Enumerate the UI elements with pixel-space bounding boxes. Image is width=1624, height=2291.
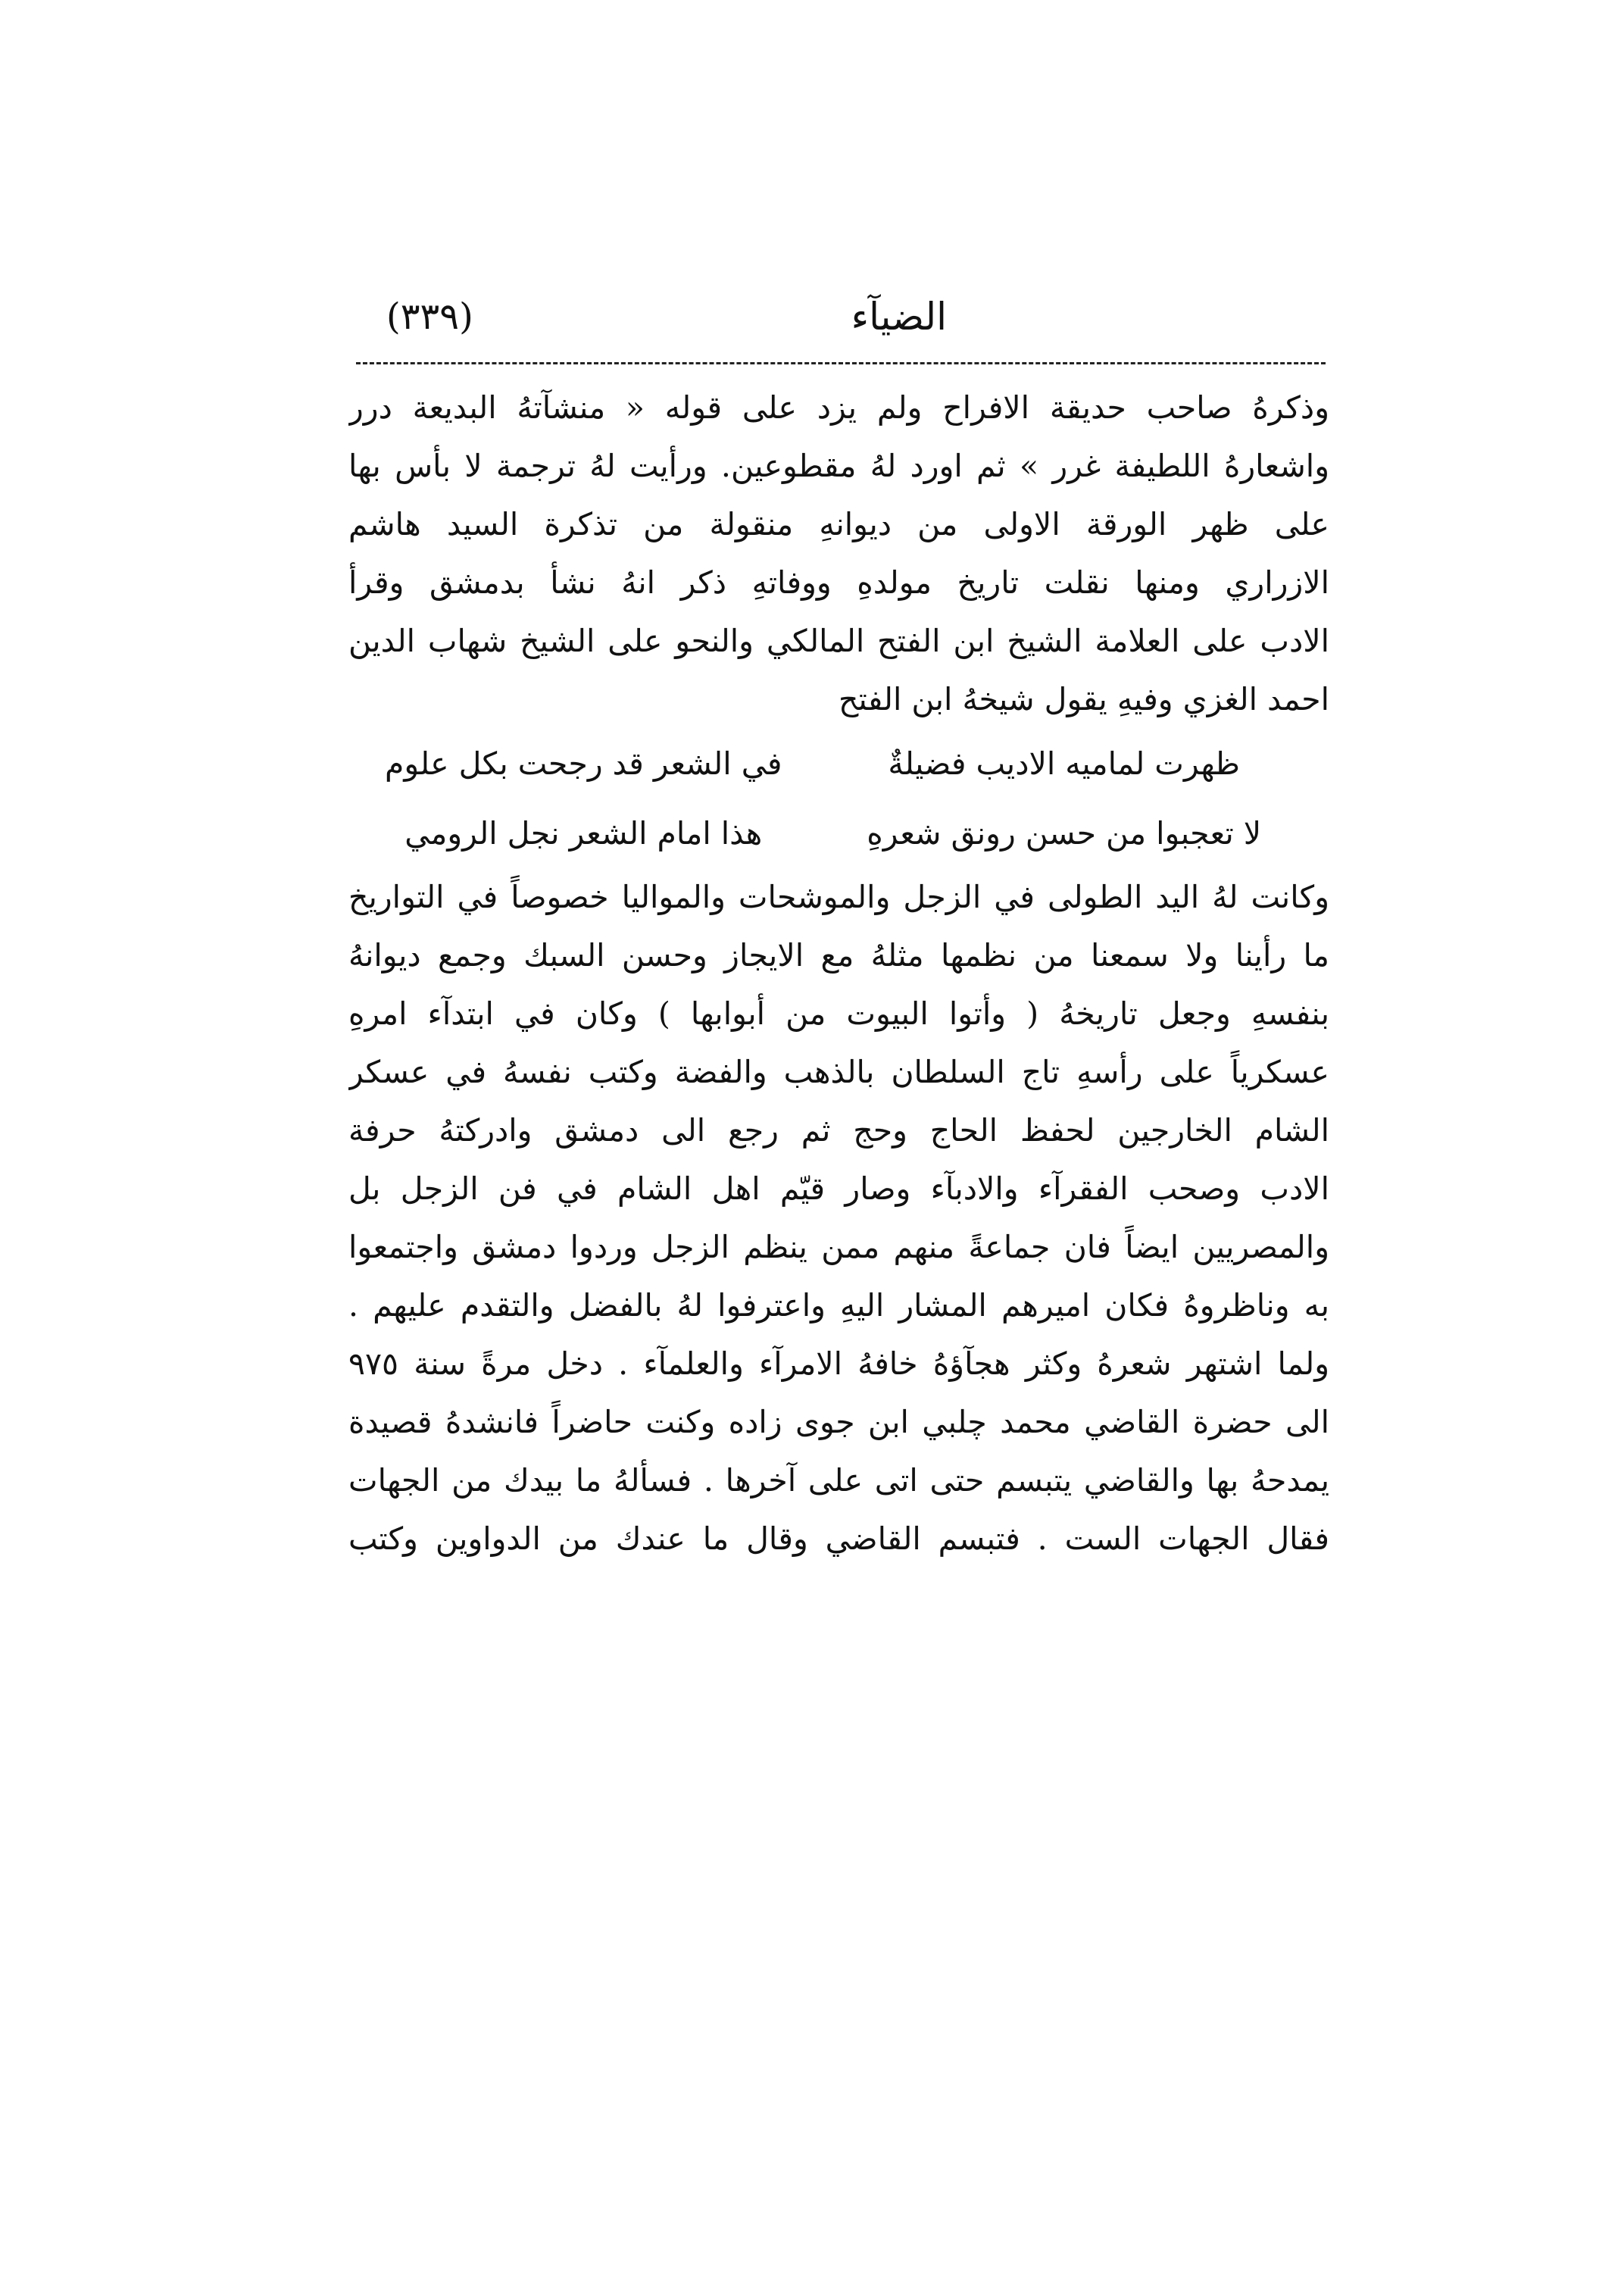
- page-title: الضيآء: [851, 295, 947, 339]
- verse-second-hemistich: في الشعر قد رجحت بكل علوم: [385, 745, 782, 782]
- text-line: ما رأينا ولا سمعنا من نظمها مثلهُ مع الايجاز وحسن السبك وجمع ديوانهُ: [348, 937, 1329, 974]
- verse-first-hemistich: ظهرت لماميه الاديب فضيلةٌ: [888, 745, 1241, 782]
- text-line: بنفسهِ وجعل تاريخهُ ( وأتوا البيوت من أبوابها ) وكان في ابتدآء امرهِ: [348, 995, 1329, 1032]
- text-line: واشعارهُ اللطيفة غرر » ثم اورد لهُ مقطوعين. ورأيت لهُ ترجمة لا بأس بها: [348, 448, 1329, 484]
- text-line: يمدحهُ بها والقاضي يتبسم حتى اتى على آخرها . فسألهُ ما بيدك من الجهات: [348, 1462, 1329, 1499]
- body-text: [348, 379, 1329, 1568]
- text-line: الادب على العلامة الشيخ ابن الفتح المالكي والنحو على الشيخ شهاب الدين: [348, 623, 1329, 659]
- verse-first-hemistich: لا تعجبوا من حسن رونق شعرهِ: [867, 815, 1262, 852]
- page-number: (٣٣٩): [386, 295, 473, 338]
- text-line: وكانت لهُ اليد الطولى في الزجل والموشحات والمواليا خصوصاً في التواريخ: [348, 879, 1329, 915]
- text-line: وذكرهُ صاحب حديقة الافراح ولم يزد على قوله « منشآتهُ البديعة درر: [348, 389, 1329, 426]
- text-line: عسكرياً على رأسهِ تاج السلطان بالذهب والفضة وكتب نفسهُ في عسكر: [348, 1054, 1329, 1090]
- text-line: به وناظروهُ فكان اميرهم المشار اليهِ واعترفوا لهُ بالفضل والتقدم عليهم .: [348, 1287, 1329, 1324]
- text-line: فقال الجهات الست . فتبسم القاضي وقال ما عندك من الدواوين وكتب: [348, 1521, 1329, 1557]
- text-line: الادب وصحب الفقرآء والادبآء وصار قيّم اهل الشام في فن الزجل بل: [348, 1171, 1329, 1207]
- text-line: احمد الغزي وفيهِ يقول شيخهُ ابن الفتح: [838, 681, 1329, 717]
- text-line: ولما اشتهر شعرهُ وكثر هجآؤهُ خافهُ الامرآء والعلمآء . دخل مرةً سنة ٩٧٥: [348, 1346, 1329, 1382]
- text-line: الشام الخارجين لحفظ الحاج وحج ثم رجع الى دمشق وادركتهُ حرفة: [348, 1112, 1329, 1149]
- verse: [348, 729, 1329, 799]
- verse: [348, 799, 1329, 868]
- text-line: والمصريين ايضاً فان جماعةً منهم ممن ينظم الزجل وردوا دمشق واجتمعوا: [348, 1229, 1329, 1265]
- text-line: على ظهر الورقة الاولى من ديوانهِ منقولة من تذكرة السيد هاشم: [348, 506, 1329, 542]
- text-line: الى حضرة القاضي محمد چلبي ابن جوى زاده وكنت حاضراً فانشدهُ قصيدة: [348, 1404, 1329, 1440]
- text-line: الازراري ومنها نقلت تاريخ مولدهِ ووفاتهِ ذكر انهُ نشأ بدمشق وقرأ: [348, 564, 1329, 601]
- verse-second-hemistich: هذا امام الشعر نجل الرومي: [404, 815, 763, 852]
- page-header: [356, 286, 1326, 347]
- header-divider: [356, 362, 1326, 364]
